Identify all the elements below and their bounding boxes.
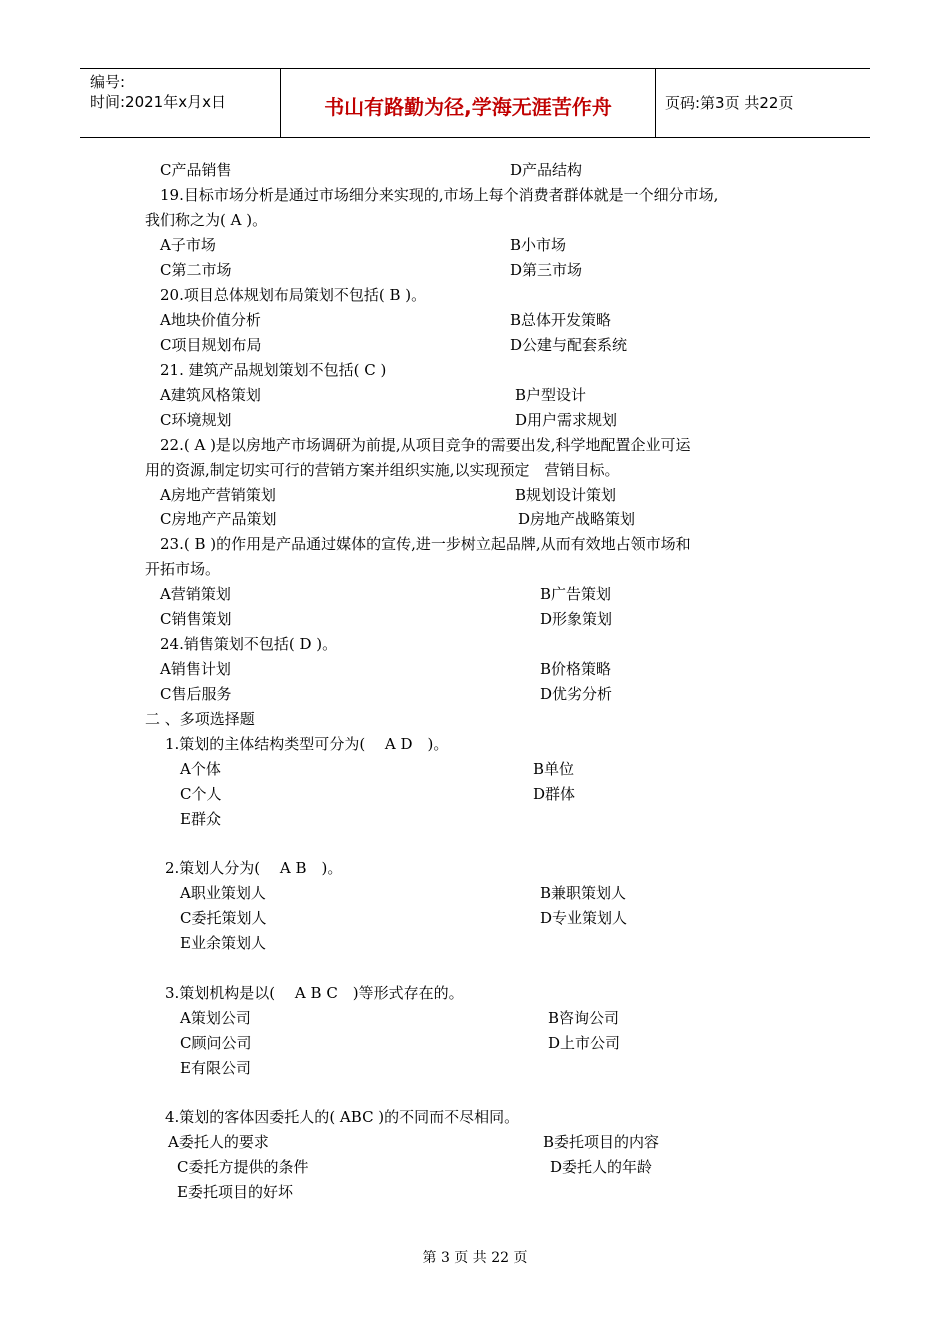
option-line: C委托方提供的条件 <box>177 1158 309 1176</box>
option-line: C产品销售 <box>160 161 232 179</box>
option-line: E业余策划人 <box>180 934 266 952</box>
question-line: 3.策划机构是以( A B C )等形式存在的。 <box>165 984 464 1002</box>
question-line: 19.目标市场分析是通过市场细分来实现的,市场上每个消费者群体就是一个细分市场, <box>160 186 719 204</box>
option-line: E委托项目的好坏 <box>177 1183 293 1201</box>
option-line: A职业策划人 <box>180 884 266 902</box>
header-left-cell <box>80 69 280 137</box>
page-footer: 第 3 页 共 22 页 <box>422 1250 528 1266</box>
option-line: C顾问公司 <box>180 1034 252 1052</box>
option-line: C销售策划 <box>160 610 232 628</box>
option-line: E有限公司 <box>180 1059 251 1077</box>
option-line: D群体 <box>533 785 576 803</box>
option-line: A销售计划 <box>160 660 231 678</box>
option-line: A营销策划 <box>160 585 231 603</box>
option-line: D专业策划人 <box>540 909 628 927</box>
option-line: B小市场 <box>510 236 567 254</box>
option-line: C房地产产品策划 <box>160 510 277 528</box>
option-line: C个人 <box>180 785 222 803</box>
option-line: A个体 <box>180 760 221 778</box>
option-line: D优劣分析 <box>540 685 613 703</box>
document-time-label: 时间:2021年x月x日 <box>90 93 226 111</box>
option-line: A房地产营销策划 <box>160 486 276 504</box>
option-line: B规划设计策划 <box>515 486 617 504</box>
option-line: A建筑风格策划 <box>160 386 261 404</box>
option-line: E群众 <box>180 810 221 828</box>
header-motto: 书山有路勤为径,学海无涯苦作舟 <box>324 95 612 119</box>
option-line: A策划公司 <box>180 1009 251 1027</box>
question-line: 2.策划人分为( A B )。 <box>165 859 343 877</box>
option-line: B总体开发策略 <box>510 311 612 329</box>
option-line: D第三市场 <box>510 261 583 279</box>
question-line: 23.( B )的作用是产品通过媒体的宣传,进一步树立起品牌,从而有效地占领市场和 <box>160 535 691 553</box>
option-line: C项目规划布局 <box>160 336 262 354</box>
option-line: D产品结构 <box>510 161 583 179</box>
header-page-label: 页码:第3页 共22页 <box>665 94 794 112</box>
question-line: 22.( A )是以房地产市场调研为前提,从项目竞争的需要出发,科学地配置企业可运 <box>160 436 691 454</box>
option-line: B价格策略 <box>540 660 612 678</box>
option-line: B单位 <box>533 760 575 778</box>
question-line: 开拓市场。 <box>145 560 221 578</box>
option-line: B广告策划 <box>540 585 612 603</box>
question-line: 用的资源,制定切实可行的营销方案并组织实施,以实现预定 营销目标。 <box>145 461 620 479</box>
option-line: D公建与配套系统 <box>510 336 628 354</box>
section-heading: 二 、多项选择题 <box>145 710 255 728</box>
option-line: D上市公司 <box>548 1034 621 1052</box>
option-line: C第二市场 <box>160 261 232 279</box>
option-line: D用户需求规划 <box>515 411 618 429</box>
question-line: 20.项目总体规划布局策划不包括( B )。 <box>160 286 427 304</box>
option-line: C委托策划人 <box>180 909 267 927</box>
header-middle-cell <box>280 69 656 137</box>
option-line: B兼职策划人 <box>540 884 627 902</box>
question-line: 21. 建筑产品规划策划不包括( C ) <box>160 361 387 379</box>
page-header <box>80 68 870 138</box>
question-line: 我们称之为( A )。 <box>145 211 268 229</box>
question-line: 1.策划的主体结构类型可分为( A D )。 <box>165 735 449 753</box>
option-line: A子市场 <box>160 236 216 254</box>
question-line: 24.销售策划不包括( D )。 <box>160 635 338 653</box>
option-line: B户型设计 <box>515 386 587 404</box>
document-number-label: 编号: <box>90 73 126 91</box>
header-right-cell <box>655 69 870 137</box>
option-line: B咨询公司 <box>548 1009 620 1027</box>
option-line: C售后服务 <box>160 685 232 703</box>
option-line: A委托人的要求 <box>168 1133 269 1151</box>
option-line: A地块价值分析 <box>160 311 261 329</box>
option-line: D形象策划 <box>540 610 613 628</box>
option-line: D房地产战略策划 <box>518 510 636 528</box>
option-line: C环境规划 <box>160 411 232 429</box>
option-line: D委托人的年龄 <box>550 1158 653 1176</box>
option-line: B委托项目的内容 <box>543 1133 660 1151</box>
question-line: 4.策划的客体因委托人的( ABC )的不同而不尽相同。 <box>165 1108 520 1126</box>
